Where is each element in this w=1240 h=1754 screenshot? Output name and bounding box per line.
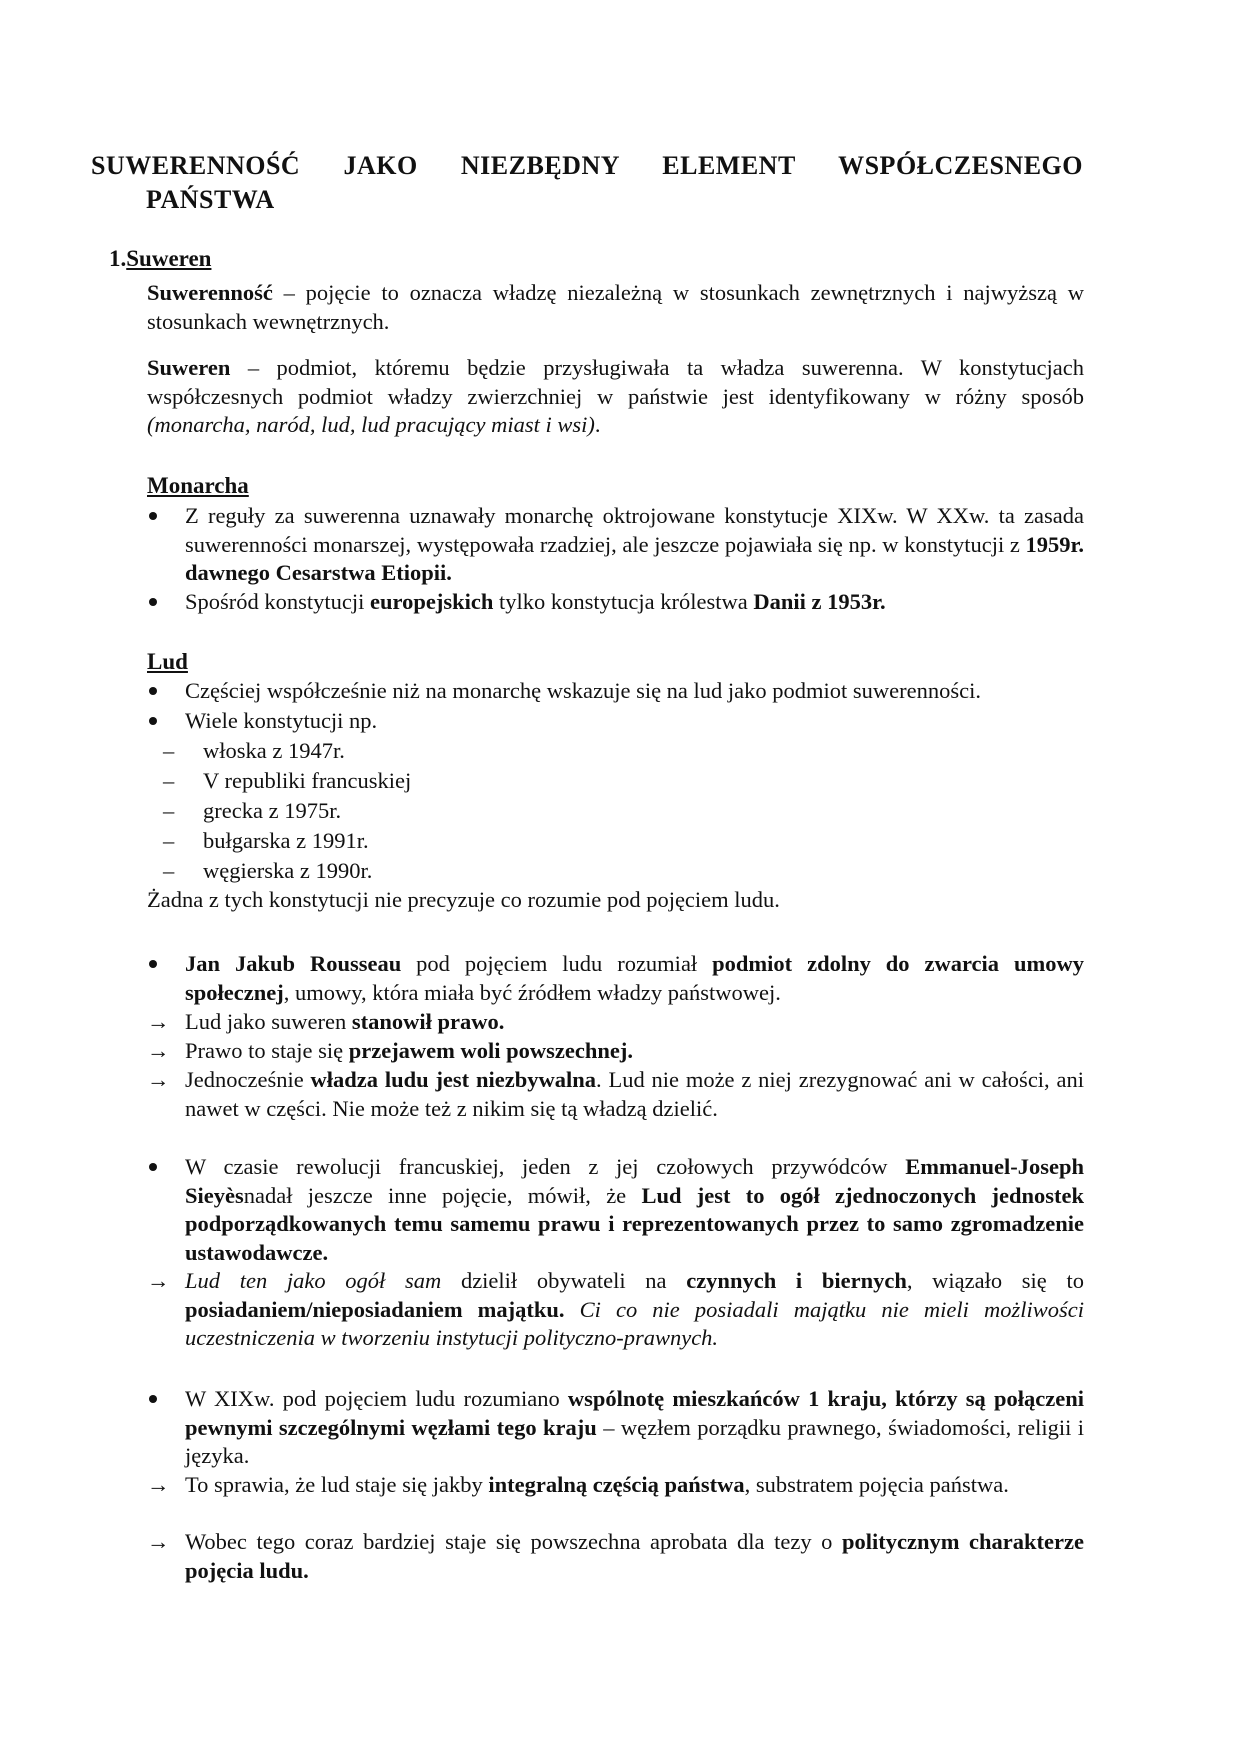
- subheading-monarcha: Monarcha: [147, 473, 249, 498]
- arrow-right-icon: →: [147, 1472, 170, 1497]
- arrow-right-icon: →: [147, 1529, 170, 1554]
- lud-note: Żadna z tych konstytucji nie precyzuje co rozumie pod pojęciem ludu.: [147, 887, 780, 912]
- arrow-item-rousseau-1: → Lud jako suweren stanowił prawo.: [147, 1008, 1084, 1037]
- dash-icon: –: [163, 858, 175, 883]
- arrow-item-xix-1: → To sprawia, że lud staje się jakby integralną częścią państwa, substratem pojęcia państwa.: [147, 1471, 1084, 1500]
- arrow-right-icon: →: [147, 1038, 170, 1063]
- bullet-icon: [147, 588, 177, 617]
- bullet-icon: [147, 1153, 177, 1182]
- arrow-right-icon: →: [147, 1009, 170, 1034]
- list-item-constitution: – grecka z 1975r.: [147, 797, 1084, 826]
- arrow-item-rousseau-2: → Prawo to staje się przejawem woli powszechnej.: [147, 1037, 1084, 1066]
- list-item-constitution: – V republiki francuskiej: [147, 767, 1084, 796]
- bullet-icon: [147, 502, 177, 531]
- arrow-right-icon: →: [147, 1067, 170, 1092]
- section-heading-suweren: 1.Suweren: [109, 246, 212, 271]
- list-item-lud-2: Wiele konstytucji np.: [147, 707, 1084, 736]
- list-item-constitution: – węgierska z 1990r.: [147, 857, 1084, 886]
- list-item-constitution: – włoska z 1947r.: [147, 737, 1084, 766]
- definition-suwerennosc: Suwerenność – pojęcie to oznacza władzę niezależną w stosunkach zewnętrznych i najwyższą w stosunkach wewnętrznych.: [147, 280, 1084, 334]
- dash-icon: –: [163, 828, 175, 853]
- subheading-lud: Lud: [147, 649, 188, 674]
- definition-suweren: Suweren – podmiot, któremu będzie przysługiwała ta władza suwerenna. W konstytucjach współczesnych podmiot władzy zwierzchniej w państwie jest identyfikowany w różny sposób (monarcha, naród, lud, lud pracujący miast i wsi).: [147, 355, 1084, 437]
- bullet-icon: [147, 950, 177, 979]
- list-item-monarcha-1: Z reguły za suwerenna uznawały monarchę oktrojowane konstytucje XIXw. W XXw. ta zasada suwerenności monarszej, występowała rzadziej, ale jeszcze pojawiała się np. w konstytucji z 1959r. dawnego Cesarstwa Etiopii.: [147, 502, 1084, 588]
- arrow-item-xix-2: → Wobec tego coraz bardziej staje się powszechna aprobata dla tezy o politycznym charakterze pojęcia ludu.: [147, 1529, 1084, 1583]
- bullet-icon: [147, 707, 177, 736]
- arrow-item-rousseau-3: → Jednocześnie władza ludu jest niezbywalna. Lud nie może z niej zrezygnować ani w całości, ani nawet w części. Nie może też z nikim się tą władzą dzielić.: [147, 1067, 1084, 1121]
- bullet-icon: [147, 1385, 177, 1414]
- list-item-xix: W XIXw. pod pojęciem ludu rozumiano wspólnotę mieszkańców 1 kraju, którzy są połączeni pewnymi szczególnymi węzłami tego kraju – węzłem porządku prawnego, świadomości, religii i języka.: [147, 1385, 1084, 1471]
- dash-icon: –: [163, 738, 175, 763]
- list-item-rousseau: Jan Jakub Rousseau pod pojęciem ludu rozumiał podmiot zdolny do zwarcia umowy społecznej, umowy, która miała być źródłem władzy państwowej.: [147, 950, 1084, 1007]
- dash-icon: –: [163, 798, 175, 823]
- list-item-monarcha-2: Spośród konstytucji europejskich tylko konstytucja królestwa Danii z 1953r.: [147, 588, 1084, 617]
- bullet-icon: [147, 677, 177, 706]
- document-title: SUWERENNOŚĆ JAKO NIEZBĘDNY ELEMENT WSPÓŁCZESNEGO: [91, 151, 1083, 180]
- list-item-sieyes: W czasie rewolucji francuskiej, jeden z jej czołowych przywódców Emmanuel-Joseph Sieyèsnadał jeszcze inne pojęcie, mówił, że Lud jest to ogół zjednoczonych jednostek podporządkowanych temu samemu prawu i reprezentowanych przez to samo zgromadzenie ustawodawcze.: [147, 1153, 1084, 1267]
- list-item-constitution: – bułgarska z 1991r.: [147, 827, 1084, 856]
- list-item-lud-1: Częściej współcześnie niż na monarchę wskazuje się na lud jako podmiot suwerenności.: [147, 677, 1084, 706]
- arrow-right-icon: →: [147, 1268, 170, 1293]
- arrow-item-sieyes: → Lud ten jako ogół sam dzielił obywateli na czynnych i biernych, wiązało się to posiadaniem/nieposiadaniem majątku. Ci co nie posiadali majątku nie mieli możliwości uczestniczenia w tworzeniu instytucji polityczno-prawnych.: [147, 1268, 1084, 1350]
- document-title-continued: PAŃSTWA: [146, 185, 275, 214]
- dash-icon: –: [163, 768, 175, 793]
